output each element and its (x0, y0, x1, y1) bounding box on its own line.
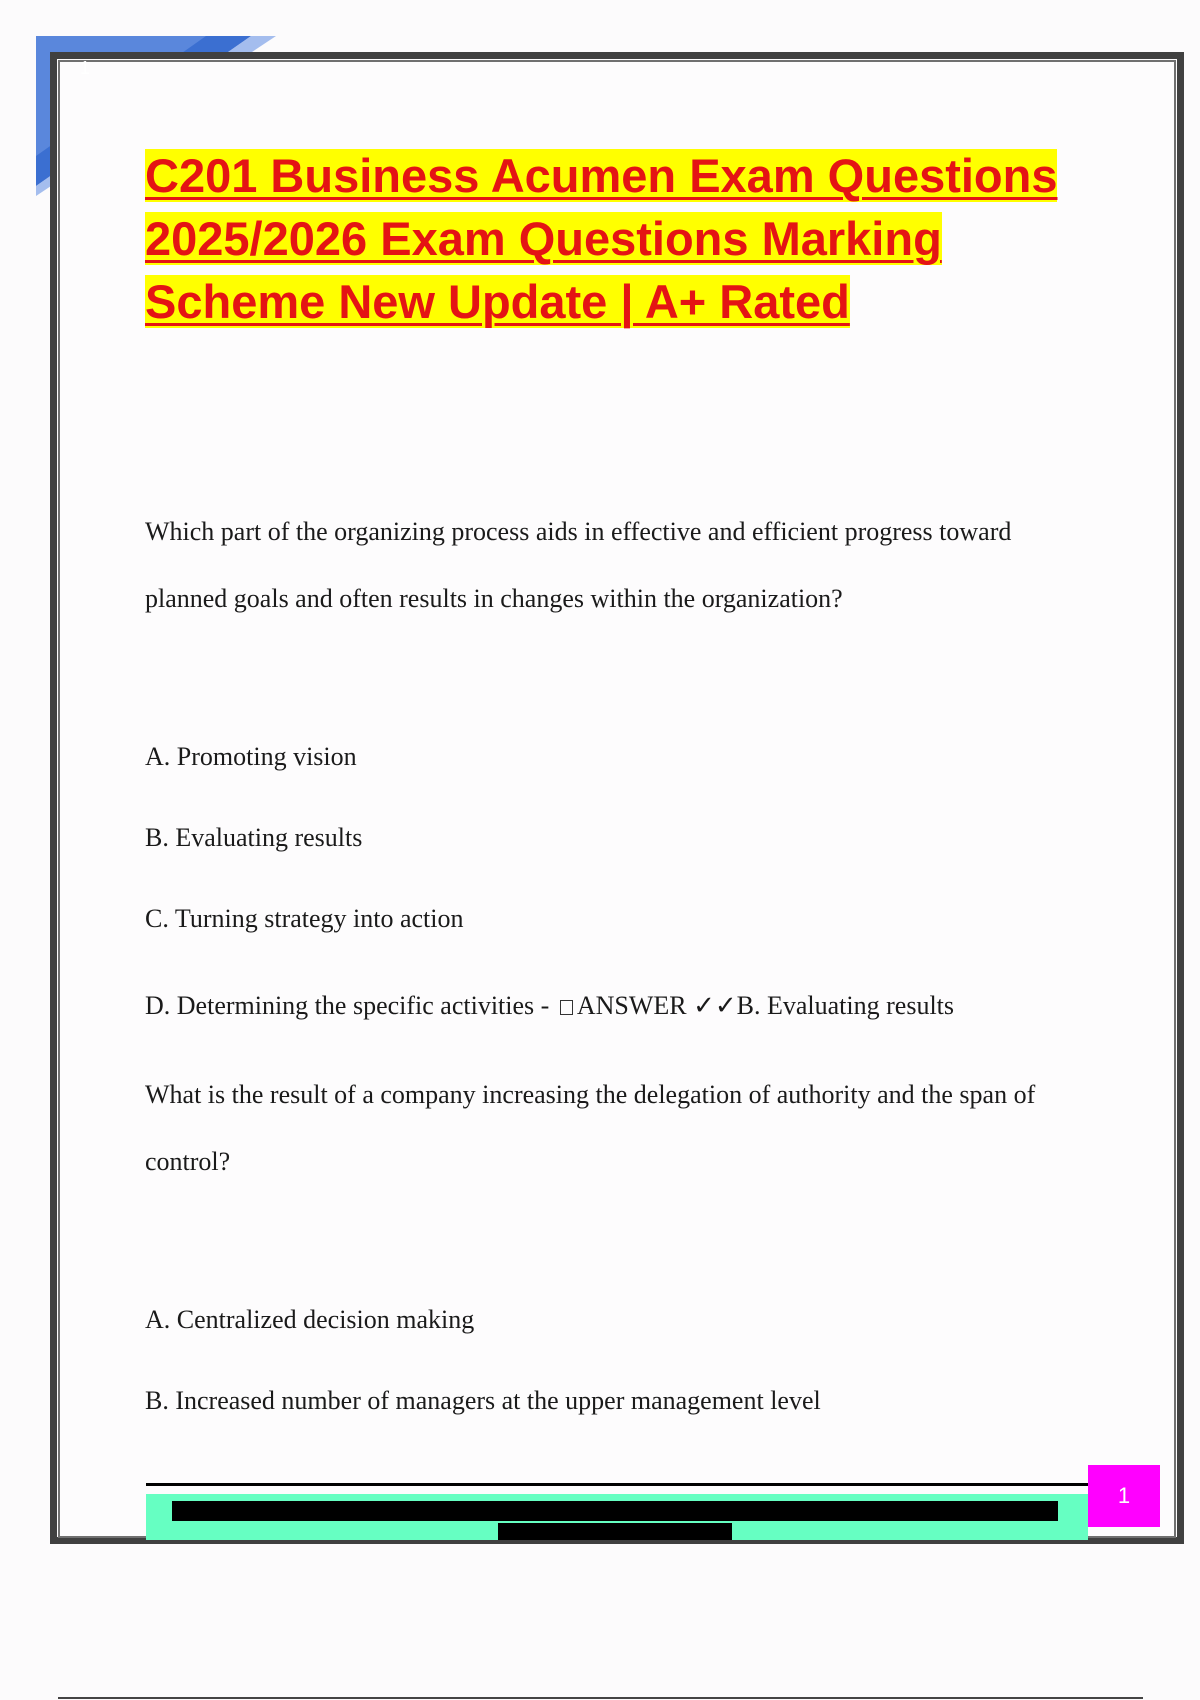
question-1-text: Which part of the organizing process aids in effective and efficient progress toward planned goals and often results in changes within the organization? (145, 517, 1012, 613)
next-page-edge (58, 1697, 1143, 1699)
question-1-option-b: B. Evaluating results (145, 823, 363, 852)
missing-glyph-icon (560, 1000, 573, 1015)
question-1-option-d-label: D. Determining the specific activities - (145, 991, 550, 1020)
footer-rule (146, 1483, 1088, 1486)
question-1-answer: ANSWER ✓✓B. Evaluating results (576, 991, 955, 1020)
question-2-option-a: A. Centralized decision making (145, 1305, 475, 1334)
footer-bar-redacted-short (498, 1523, 732, 1540)
question-1-option-d (145, 991, 954, 1021)
question-2-option-b: B. Increased number of managers at the upper management level (145, 1386, 821, 1415)
question-1-option-c: C. Turning strategy into action (145, 904, 464, 933)
question-1-option-a: A. Promoting vision (145, 742, 357, 771)
footer-page-number: 1 (1088, 1465, 1160, 1527)
title-line-3: Scheme New Update | A+ Rated (145, 275, 850, 328)
question-2-text: What is the result of a company increasing the delegation of authority and the span of control? (145, 1080, 1036, 1176)
title-line-2: 2025/2026 Exam Questions Marking (145, 212, 942, 265)
document-title (145, 144, 1085, 333)
footer-bar-redacted (172, 1501, 1058, 1521)
top-page-number: 1 (80, 58, 91, 78)
title-line-1: C201 Business Acumen Exam Questions (145, 149, 1058, 202)
